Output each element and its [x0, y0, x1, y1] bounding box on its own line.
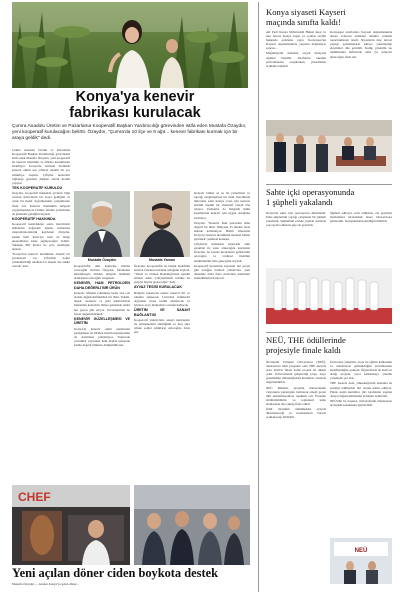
- right-story2-line2: 1 şüpheli yakalandı: [266, 196, 333, 207]
- main-col-3: Özaydın, kooperatifin en büyük hedefinin kenevir fabrikası kurmak olduğunu söyledi. "Tarım ve Orman Bakanlığı'ndan gerekli izinleri aldık. Çiftçilerimizle birlikte bu projeyi hayata geçireceğiz" dedi. AYVAZ TESİSİ KURULACAK Bölgede kurulacak tesiste kenevir lifi ve tohumu işlenecek. Üreticiler ürünlerini doğrudan tesise teslim edebilecek ve böylece aracı maliyetleri ortadan kalkacak. ÜRETİM VE SANAYİ BAĞLANTISI Kooperatif yöneticileri, sanayi kuruluşları ile görüşmelerin sürdüğünü ve kısa süre içinde somut adımların atılacağını ifade etti.: [134, 264, 190, 335]
- svg-text:CHEF: CHEF: [18, 490, 51, 504]
- right-story3-headline: [266, 336, 398, 356]
- main-col-4: Kenevir bitkisi az su ile yetişebilen ve toprağı zenginleştiren bir ürün. Kuraklıkla mücadele eden Konya ovası için kenevir üretimi önemli bir alternatif olarak öne çıkıyor. Uzmanlar da bölgenin iklim koşullarının kenevir için uygun olduğunu belirtiyor. Özaydın, "Kenevir ham petrolden daha değerli bir ürün. Dünyada 25 binden fazla üründe kullanılıyor. Bizim amacımız Konya'yı kenevir üretiminin merkezi haline getirmek" şeklinde konuştu. Çiftçilerin ürettikleri kenevirin alım garantisi ile satın alınacağını kaydeden Özaydın, bu sayede üreticilerin gelirlerinin artacağını ve tarımsal üretimin sürdürülebilir hale geleceğini söyledi. Kooperatif üyelerinin sayısının her geçen gün arttığını belirten yöneticiler, yeni dönemde daha fazla üreticinin katılımını beklediklerini ifade etti.: [194, 191, 250, 280]
- portrait-yaman: [134, 191, 190, 257]
- portrait-ozaydin: [74, 191, 130, 257]
- main-headline: [40, 89, 230, 121]
- right-story1-line2: maçında sınıfta kaldı!: [266, 16, 341, 27]
- right-story3-line1: NEÜ, THE ödüllerinde: [266, 335, 346, 345]
- bottles-photo: [266, 268, 392, 324]
- main-headline-line2: fabrikası kurulacak: [69, 105, 201, 121]
- main-col-2: Kooperatifin tüm üyelerine hizmet vereceğini belirten Özaydın, fabrikanın kurulmasıyla birlikte bölgede istihdam alanlarının artacağını vurguladı. KENEVİR, HAM PETROLDEN DAHA DEĞERLİ BİR ÜRÜN Kenevir, lifinden tohumuna kadar pek çok alanda değerlendirilebilen bir bitki. Tekstil, inşaat, otomotiv ve gıda sektörlerinde kullanılan kenevirin dünya genelinde talebi her geçen gün artıyor. Üreticilerimiz bu fırsatı değerlendirmeli. KENEVİR GÜZELLEŞMESİ VE ÜRETİM Konya'da kenevir ekim alanlarının genişlemesi ile birlikte üretim kapasitesinin de artırılması planlanıyor. Yapılacak yatırımlar sayesinde ham madde işlenerek katma değerli ürünlere dönüştürülecek.: [74, 264, 130, 347]
- caption-ozaydin: Mustafa Özaydın: [87, 258, 117, 262]
- bottom-headline: Yeni açılan döner ciden boykota destek: [12, 566, 218, 580]
- field-image: [12, 2, 248, 88]
- right-divider-1: [266, 184, 392, 185]
- right-story1-photo: [266, 120, 392, 172]
- subhead-3: KENEVİR, HAM PETROLDEN DAHA DEĞERLİ BİR ÜRÜN: [74, 281, 130, 290]
- doner-shop-photo: [12, 485, 130, 565]
- main-col-1: Çumra Anadolu Üretim ve Pazarlama Kooperatifi Başkan Yardımcılığı görevinden istifa eden Mustafa Özaydın, yeni kooperatif ile kenevir üretimini ve fabrika kurulmasını hedefliyor. Konya'da tarımsal üretimde kenevir ekimi son yıllarda önemli bir yer edinmeye başladı. Çiftçiler kenevirin sağladığı getirileri dikkate alarak üretim yapıyor. TEK KOOPERATİF KURULDU Özaydın, kooperatif hakkında ayrıntılı bilgi vererek üreticilerin bir araya geldiğini ve ortak bir hedef doğrultusunda çalıştıklarını ifade etti. Kenevir üretiminin bölgede yaygınlaşmasıyla birlikte fabrika yatırımının da gündeme geldiğini söyledi. KOOPERATİF HAKKINDA Kooperatif kurulduktan sonra üreticilerin ürünlerini doğrudan işleme tesislerine ulaştırabileceklerini kaydeden Özaydın, bunun hem üreticiye hem de bölge ekonomisine katkı sağlayacağını belirtti. Yaklaşık 800 üretici ile yola çıkıldığını aktardı. "Konya'nın kenevir üretiminde önemli bir potansiyeli var. Çiftçimiz doğru yönlendirildiği takdirde bu alanda söz sahibi olacak" dedi.: [12, 148, 70, 269]
- column-divider: [258, 2, 259, 592]
- right-story2-col1: Konya'da sahte içki operasyonu düzenlendi. Polis ekiplerinin yaptığı çalışmada bir şüpheli yakalandı. Şüphelinin evinde yapılan aramada çok sayıda etiketsiz şişe ele geçirildi.: [266, 211, 326, 228]
- neu-photo: [330, 538, 392, 584]
- bottom-lead-text: Avukat Konya'ya gelen döner...: [38, 582, 79, 586]
- svg-text:NEÜ: NEÜ: [354, 548, 368, 554]
- crowd-photo: [134, 485, 250, 565]
- right-story2-line1: Sahte içki operasyonunda: [266, 187, 355, 197]
- subhead-1: TEK KOOPERATİF KURULDU: [12, 185, 63, 190]
- main-deck: Çumra Anadolu Üretim ve Pazarlama Kooperatifi Başkan Yardımcılığı görevinden istifa eden Mustafa Özaydın, yeni kooperatif kurulacağını belirtti. Özaydın, "Çumra'da 10 ilçe ve 8 ağıt... kenevir fabrikası kurmak için bir araya geldik" dedi.: [12, 124, 247, 141]
- bottom-lead: Mustafa Özaydın — Avukat Konya'ya gelen döner...: [12, 582, 79, 586]
- right-story2-col2: Şüpheli adliyeye sevk edilirken, ele geçirilen malzemeler incelenmek üzere laboratuvara gönderildi. Soruşturmanın sürdüğü bildirildi.: [330, 211, 392, 224]
- caption-yaman: Mustafa Yaman: [148, 258, 176, 262]
- right-story1-line1: Konya siyaseti Kayseri: [266, 7, 346, 17]
- subhead-4: KENEVİR GÜZELLEŞMESİ VE ÜRETİM: [74, 316, 130, 326]
- right-story2-headline: [266, 188, 398, 208]
- bottom-byline: Mustafa Özaydın: [12, 582, 35, 586]
- right-story3-col1: Necmettin Erbakan Üniversitesi (NEÜ), uluslararası ödül programı olan THE Awards Asia 2025'te finale kalan projesi ile dikkat çekti. Üniversitenin geliştirdiği proje, Asya genelindeki yükseköğretim kurumları arasında değerlendirildi. NEÜ Rektörü, projenin üniversitenin vizyonunu yansıttığını belirterek emeği geçen tüm akademisyenlere teşekkür etti. Projenin sürdürülebilirlik ve toplumsal katkı alanlarında öne çıktığı ifade edildi. Ödül töreninin önümüzdeki aylarda düzenleneceği ve kazananların burada açıklanacağı bildirildi.: [266, 360, 326, 420]
- subhead-5: AYVAZ TESİSİ KURULACAK: [134, 285, 182, 290]
- main-headline-line1: Konya'ya kenevir: [75, 89, 195, 105]
- right-divider-2: [266, 332, 392, 333]
- main-story-photo: [12, 2, 248, 88]
- right-story3-line2: projesiyle finale kaldı: [266, 344, 341, 355]
- right-story1-headline: [266, 8, 398, 28]
- right-story3-col2: Üniversite yönetimi, proje ile eğitim kalitesinin ve uluslararası görünürlüğün artırılmasının hedeflendiğini açıkladı. Öğrencilerin de aktif rol aldığı projede, yerel kalkınmaya yönelik çalışmalar yer aldı. THE Awards Asia, yükseköğretim alanında en prestijli ödüllerden biri olarak kabul ediliyor. Finale kalan kurumlar, jüri tarafından yapılan detaylı değerlendirmenin ardından belirlendi. NEÜ'nün bu başarısı, üniversitenin uluslararası arenadaki konumunu güçlendirdi.: [330, 360, 392, 407]
- right-story1-col1: AK Parti Konya Milletvekili Hulusi Akar ve maç öncesi Konya başarı ve oyuncu seçimi hakkında açıklama yaptı. Konyaspor'un Kayseri deplasmanında yaşanan mağlubiyet sonrası... Mağlubiyetin ardından sosyal medyada tepkiler büyüdü. Taraftarlar takımın performansını sorgularken, yönetimden açıklama bekledi.: [266, 30, 326, 68]
- right-story1-intro: AK Parti Konya Milletvekili Hulusi Akar ve maç öncesi Konya başarı ve oyuncu seçimi hakkında açıklama yaptı. Konyaspor'un Kayseri deplasmanında yaşanan mağlubiyet sonrası...: [266, 30, 326, 51]
- subhead-2: KOOPERATİF HAKKINDA: [12, 216, 56, 221]
- right-story1-col2: Konyaspor taraftarları, Kayseri deplasmanında alınan sonucun ardından takımın yeniden toparlanmasını istedi. Siyasilerin maç öncesi yaptığı açıklamaların sahaya yansımadığı eleştirileri dile getirildi. Kulüp yönetimi ise önümüzdeki haftalarda daha iyi sonuçlar alınacağını ifade etti.: [330, 30, 392, 59]
- subhead-6: ÜRETİM VE SANAYİ BAĞLANTISI: [134, 308, 190, 317]
